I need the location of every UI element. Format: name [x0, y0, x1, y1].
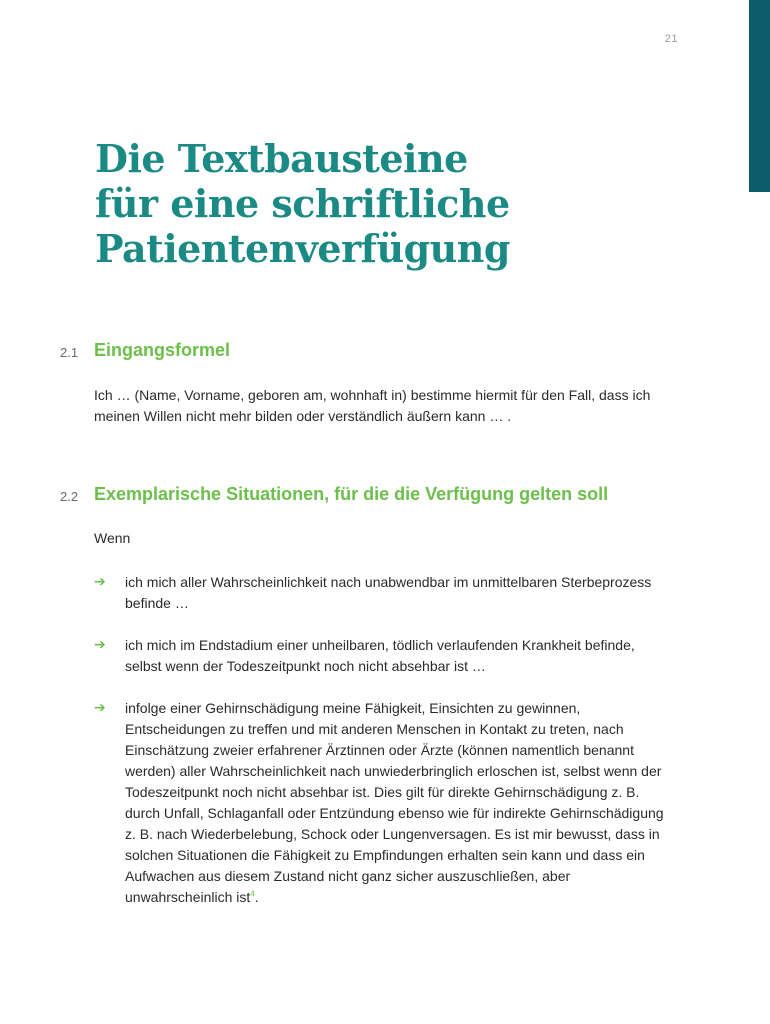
- chapter-title: [95, 136, 655, 271]
- chapter-side-tab: [749, 0, 770, 192]
- list-item: [94, 572, 674, 614]
- arrow-right-icon: ➔: [94, 700, 106, 716]
- list-item-text: infolge einer Gehirnschädigung meine Fähigkeit, Einsichten zu gewinnen, Entscheidungen zu treffen und mit anderen Menschen in Kontakt zu treten, nach Einschätzung zweier erfahrener Ärztinnen oder Ärzte (können namentlich benannt werden) aller Wahrscheinlichkeit nach unwiederbringlich erloschen ist, selbst wenn der Todeszeitpunkt noch nicht absehbar ist. Dies gilt für direkte Gehirnschädigung z. B. durch Unfall, Schlaganfall oder Entzündung ebenso wie für indirekte Gehirnschädigung z. B. nach Wiederbelebung, Schock oder Lungenversagen. Es ist mir bewusst, dass in solchen Situationen die Fähigkeit zu Empfindungen erhalten sein kann und dass ein Aufwachen aus diesem Zustand nicht ganz sicher auszuschließen, aber unwahrscheinlich ist: [125, 700, 664, 905]
- list-item-text: ich mich im Endstadium einer unheilbaren, tödlich verlaufenden Krankheit befinde, selbst wenn der Todeszeitpunkt noch nicht absehbar ist …: [125, 637, 635, 674]
- list-item: [94, 635, 674, 677]
- arrow-right-icon: ➔: [94, 637, 106, 653]
- chapter-title-line: Die Textbausteine: [95, 136, 468, 181]
- list-item-text: ich mich aller Wahrscheinlichkeit nach unabwendbar im unmittelbaren Sterbeprozess befinde …: [125, 574, 652, 611]
- section-heading-eingangsformel: Eingangsformel: [94, 340, 231, 360]
- arrow-right-icon: ➔: [94, 574, 106, 590]
- section-2-intro: Wenn: [94, 530, 131, 546]
- section-heading-situationen: Exemplarische Situationen, für die die Verfügung gelten soll: [94, 484, 609, 504]
- chapter-title-line: für eine schriftliche: [95, 181, 510, 226]
- list-item: [94, 698, 674, 908]
- situations-list: [94, 572, 674, 908]
- chapter-title-line: Patientenverfügung: [95, 226, 510, 271]
- list-item-text-with-footnote: [125, 698, 674, 908]
- section-1-text: Ich … (Name, Vorname, geboren am, wohnhaft in) bestimme hiermit für den Fall, dass ich meinen Willen nicht mehr bilden oder verständlich äußern kann … .: [94, 387, 651, 424]
- section-number-2-2: 2.2: [60, 489, 79, 504]
- footnote-ref-link[interactable]: 4: [250, 889, 255, 899]
- page-number: 21: [664, 33, 678, 45]
- list-item-text-end: .: [254, 889, 259, 905]
- section-number-2-1: 2.1: [60, 345, 79, 360]
